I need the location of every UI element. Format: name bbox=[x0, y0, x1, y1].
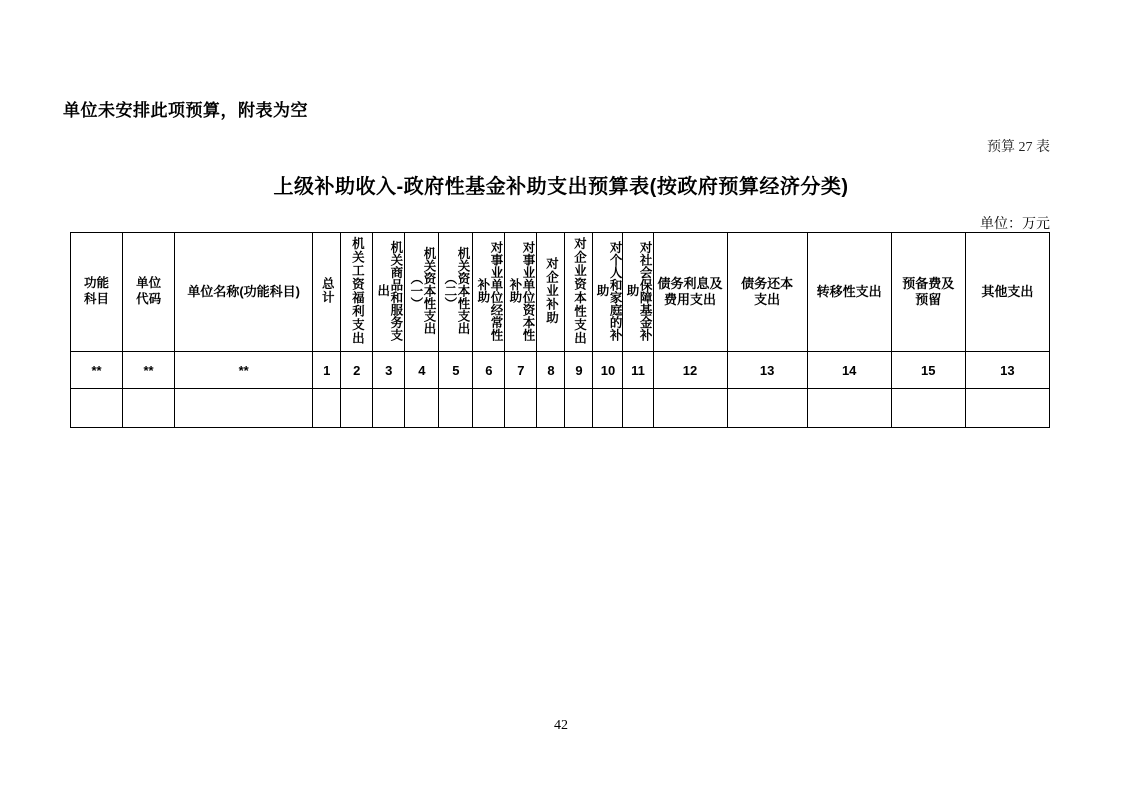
table-row bbox=[71, 352, 1050, 389]
table-header-cell-c9: 对事业单位经常性补助 bbox=[473, 233, 505, 352]
table-header-cell-c10: 对事业单位资本性补助 bbox=[505, 233, 537, 352]
table-cell-r1-c16 bbox=[807, 389, 891, 428]
table-header-cell-c4: 总计 bbox=[313, 233, 341, 352]
table-cell-r0-c12: 10 bbox=[593, 352, 623, 389]
table-cell-r1-c18 bbox=[965, 389, 1049, 428]
table-cell-r1-c9 bbox=[505, 389, 537, 428]
table-cell-r1-c13 bbox=[623, 389, 653, 428]
page-number: 42 bbox=[554, 718, 568, 733]
table-cell-r1-c10 bbox=[537, 389, 565, 428]
table-header-cell-c7: 机关资本性支出（一） bbox=[405, 233, 439, 352]
table-header-cell-c6: 机关商品和服务支出 bbox=[373, 233, 405, 352]
table-header-cell-c14: 对社会保障基金补助 bbox=[623, 233, 653, 352]
form-number-label: 预算 27 表 bbox=[987, 140, 1050, 155]
table-cell-r1-c6 bbox=[405, 389, 439, 428]
table-header-cell-c17: 转移性支出 bbox=[807, 233, 891, 352]
table-header-cell-c19: 其他支出 bbox=[965, 233, 1049, 352]
table-cell-r0-c14: 12 bbox=[653, 352, 727, 389]
unit-label: 单位：万元 bbox=[980, 215, 1050, 231]
table-header-cell-c15: 债务利息及 费用支出 bbox=[653, 233, 727, 352]
table-cell-r0-c16: 14 bbox=[807, 352, 891, 389]
empty-budget-note: 单位未安排此项预算，附表为空 bbox=[63, 101, 308, 120]
table-cell-r1-c1 bbox=[123, 389, 175, 428]
table-cell-r0-c18: 13 bbox=[965, 352, 1049, 389]
table-cell-r1-c12 bbox=[593, 389, 623, 428]
table-header-cell-c12: 对企业资本性支出 bbox=[565, 233, 593, 352]
table-cell-r0-c9: 7 bbox=[505, 352, 537, 389]
budget-table bbox=[70, 232, 1050, 428]
table-cell-r1-c4 bbox=[341, 389, 373, 428]
table-header-cell-c2: 单位 代码 bbox=[123, 233, 175, 352]
table-cell-r1-c7 bbox=[439, 389, 473, 428]
table-cell-r1-c3 bbox=[313, 389, 341, 428]
table-cell-r1-c8 bbox=[473, 389, 505, 428]
table-header-cell-c13: 对个人和家庭的补助 bbox=[593, 233, 623, 352]
table-cell-r0-c1: ** bbox=[123, 352, 175, 389]
table-header-cell-c5: 机关工资福利支出 bbox=[341, 233, 373, 352]
table-cell-r0-c4: 2 bbox=[341, 352, 373, 389]
table-cell-r1-c0 bbox=[71, 389, 123, 428]
table-cell-r0-c8: 6 bbox=[473, 352, 505, 389]
table-cell-r0-c3: 1 bbox=[313, 352, 341, 389]
table-header-cell-c18: 预备费及 预留 bbox=[891, 233, 965, 352]
table-header-cell-c8: 机关资本性支出（二） bbox=[439, 233, 473, 352]
table-cell-r0-c6: 4 bbox=[405, 352, 439, 389]
table-header-cell-c3: 单位名称(功能科目) bbox=[175, 233, 313, 352]
table-cell-r0-c5: 3 bbox=[373, 352, 405, 389]
table-cell-r1-c5 bbox=[373, 389, 405, 428]
table-cell-r0-c13: 11 bbox=[623, 352, 653, 389]
table-cell-r0-c15: 13 bbox=[727, 352, 807, 389]
table-cell-r0-c0: ** bbox=[71, 352, 123, 389]
table-header-cell-c11: 对企业补助 bbox=[537, 233, 565, 352]
table-cell-r0-c17: 15 bbox=[891, 352, 965, 389]
table-cell-r1-c2 bbox=[175, 389, 313, 428]
table-cell-r0-c7: 5 bbox=[439, 352, 473, 389]
table-cell-r1-c17 bbox=[891, 389, 965, 428]
table-cell-r1-c14 bbox=[653, 389, 727, 428]
table-header-cell-c16: 债务还本 支出 bbox=[727, 233, 807, 352]
table-cell-r0-c2: ** bbox=[175, 352, 313, 389]
table-header-row bbox=[71, 233, 1050, 352]
table-cell-r0-c11: 9 bbox=[565, 352, 593, 389]
table-row bbox=[71, 389, 1050, 428]
page-title: 上级补助收入-政府性基金补助支出预算表(按政府预算经济分类) bbox=[273, 176, 849, 198]
table-cell-r0-c10: 8 bbox=[537, 352, 565, 389]
table-cell-r1-c11 bbox=[565, 389, 593, 428]
table-header-cell-c1: 功能 科目 bbox=[71, 233, 123, 352]
table-cell-r1-c15 bbox=[727, 389, 807, 428]
